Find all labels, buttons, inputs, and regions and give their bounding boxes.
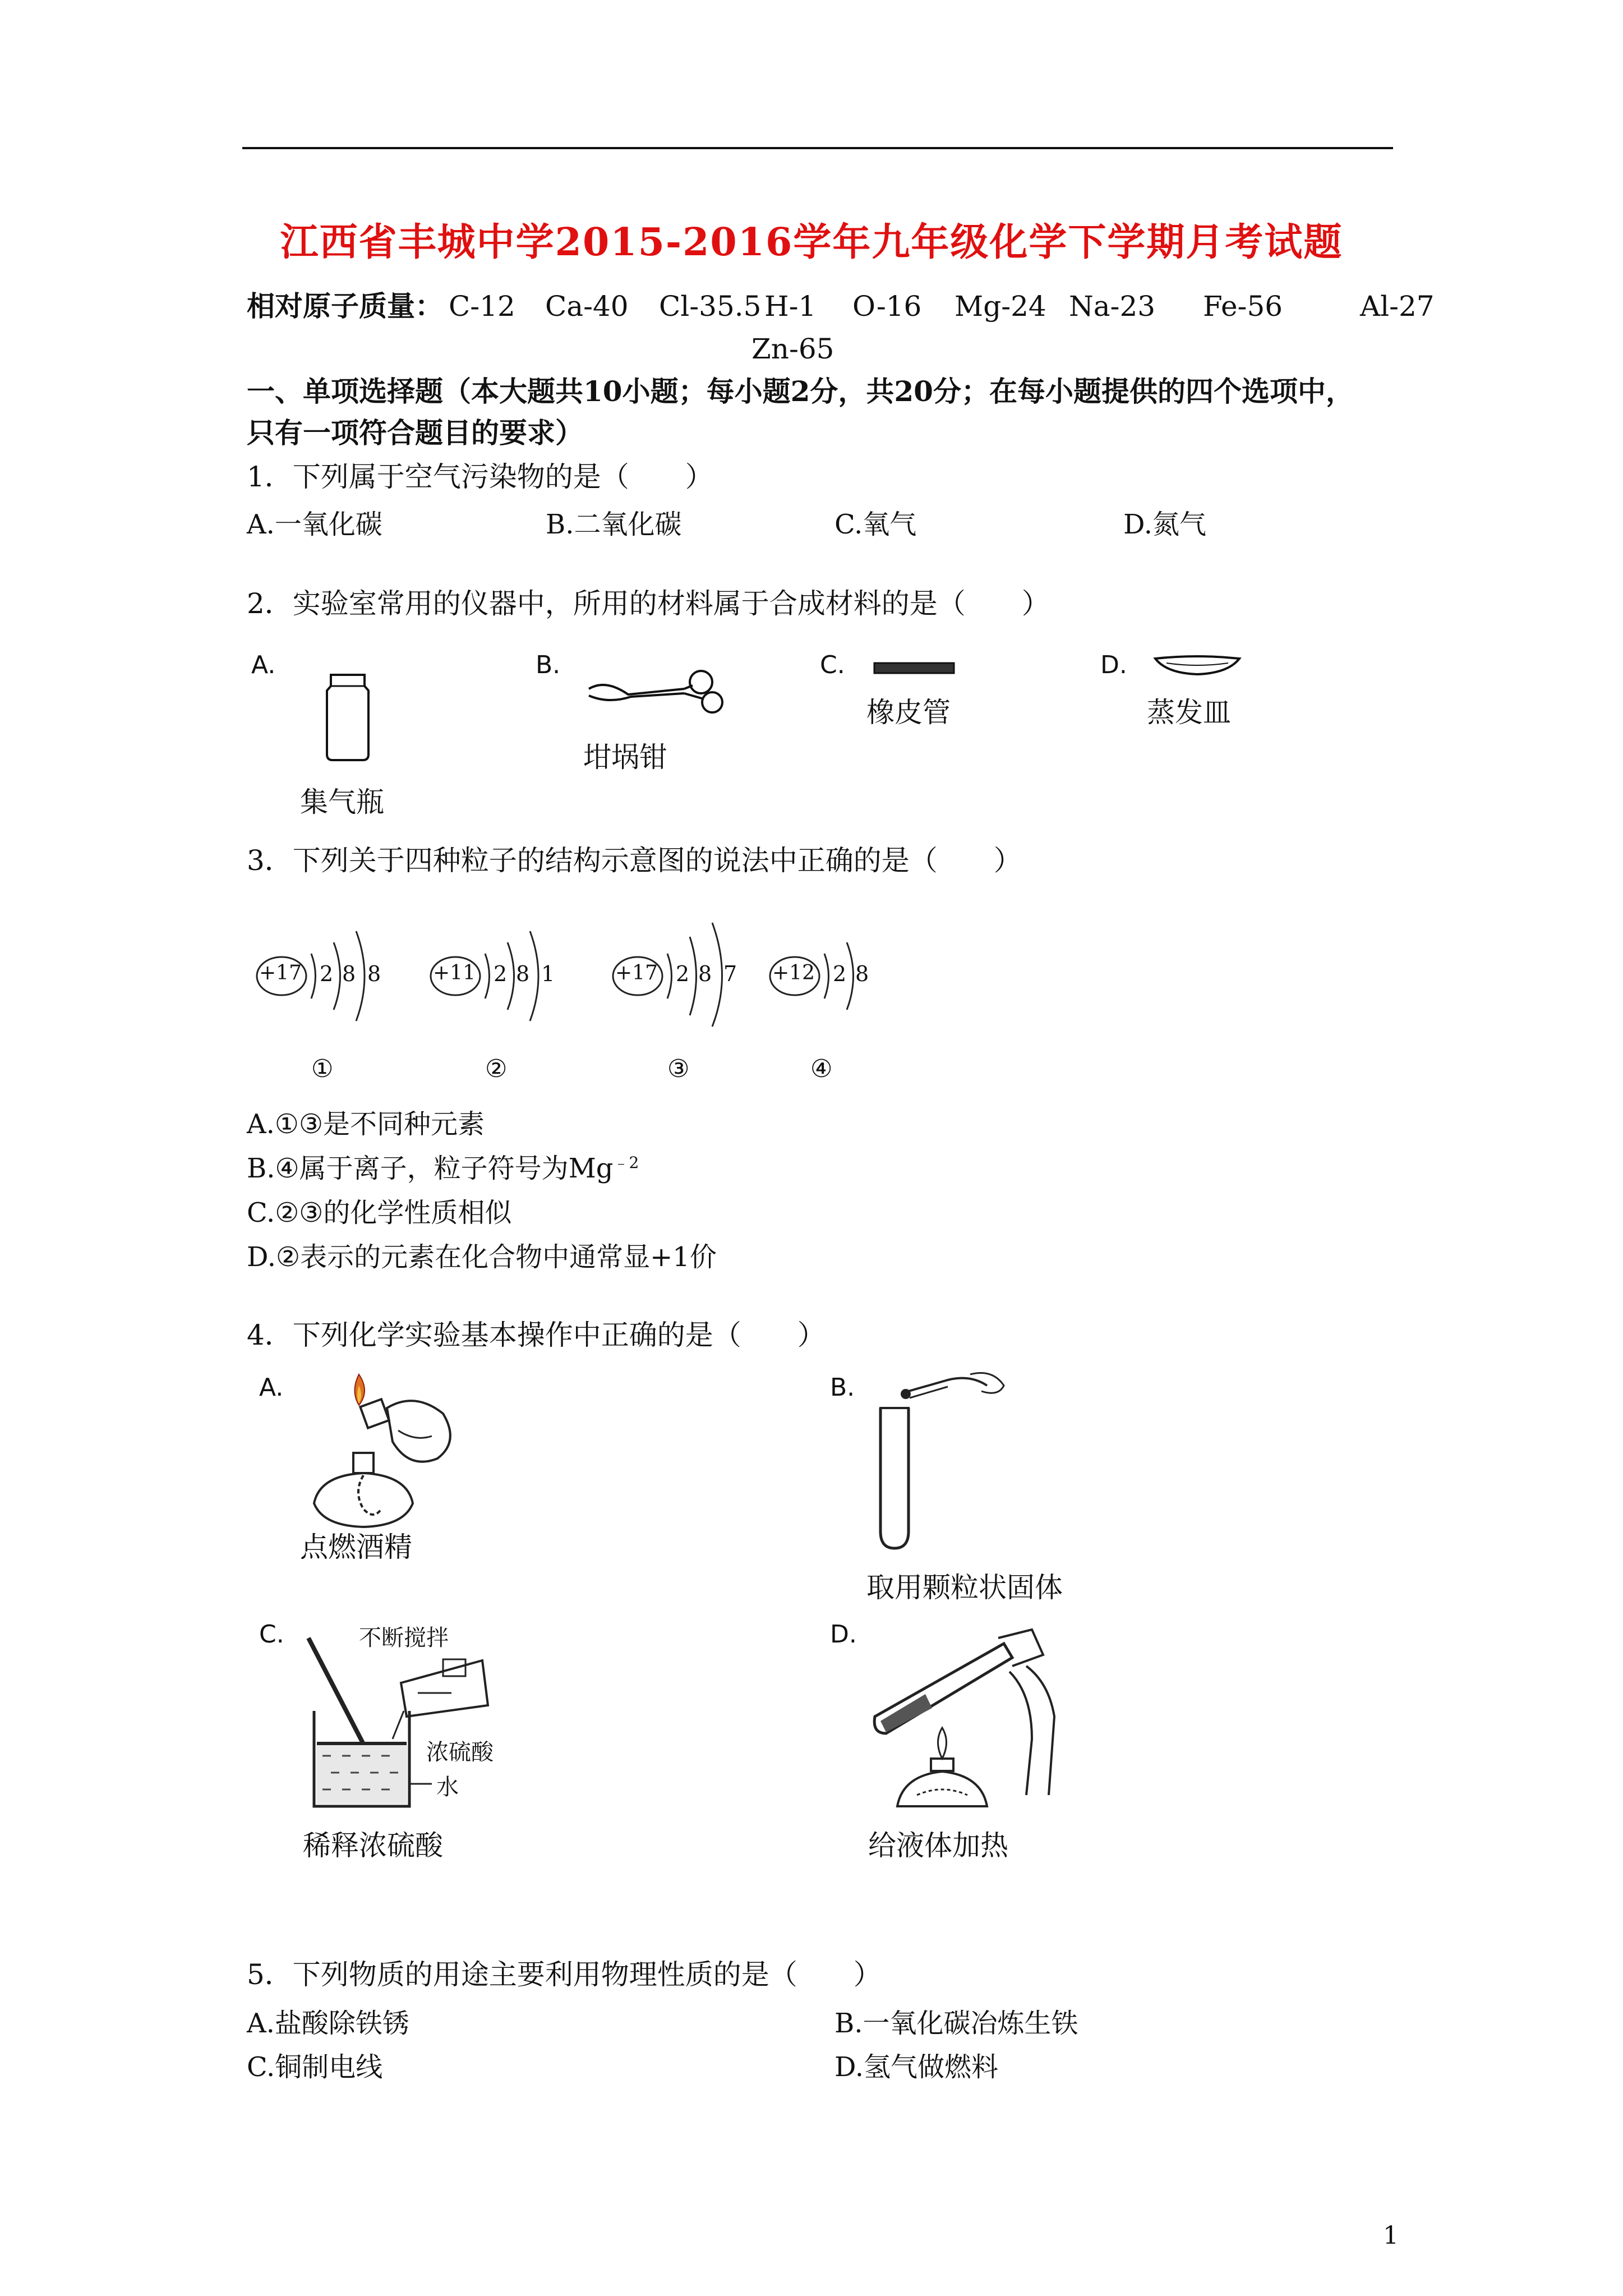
atom-1-nucleus: +17 — [259, 961, 302, 984]
atom-4-shell-2: 8 — [855, 961, 869, 986]
q2-letter-b: B. — [536, 651, 561, 679]
atom-3-shell-1: 2 — [676, 961, 690, 986]
q4-label-c: 稀释浓硫酸 — [303, 1829, 443, 1862]
heating-test-tube-icon — [864, 1627, 1066, 1812]
q4-c-annotation-stir: 不断搅拌 — [359, 1625, 449, 1651]
q5-option-a: A.盐酸除铁锈 — [247, 2008, 409, 2039]
q5-option-c: C.铜制电线 — [247, 2051, 383, 2083]
atomic-mass-item: Mg-24 — [955, 290, 1046, 323]
q4-c-annotation-water: 水 — [436, 1774, 459, 1800]
atom-2-shell-3: 1 — [541, 961, 555, 986]
atomic-mass-item: H-1 — [764, 290, 817, 323]
q1-option-c: C.氧气 — [834, 509, 917, 540]
atom-1-shell-3: 8 — [367, 961, 381, 986]
atom-3-shell-3: 7 — [723, 961, 737, 986]
atom-2-shell-1: 2 — [494, 961, 508, 986]
atom-4-mark: ④ — [810, 1055, 833, 1083]
atom-1-shell-2: 8 — [342, 961, 356, 986]
q3-option-d: D.②表示的元素在化合物中通常显+1价 — [247, 1241, 717, 1273]
atomic-mass-item: Zn-65 — [751, 333, 834, 365]
section-heading: 一、单项选择题（本大题共10小题；每小题2分，共20分；在每小题提供的四个选项中， — [247, 375, 1354, 408]
atomic-mass-item: Ca-40 — [545, 290, 629, 323]
atomic-mass-label: 相对原子质量： — [247, 289, 443, 323]
q3-option-c: C.②③的化学性质相似 — [247, 1197, 512, 1228]
q4-letter-a: A. — [259, 1373, 284, 1402]
atom-3-mark: ③ — [667, 1055, 690, 1083]
atom-2-nucleus: +11 — [433, 961, 476, 984]
alcohol-lamp-icon — [297, 1369, 465, 1537]
question-5-stem: 5．下列物质的用途主要利用物理性质的是（ ） — [247, 1958, 882, 1991]
atomic-mass-item: Al-27 — [1360, 290, 1435, 323]
section-heading-cont: 只有一项符合题目的要求） — [247, 416, 583, 449]
crucible-tongs-icon — [583, 662, 751, 718]
atomic-mass-item: Na-23 — [1069, 290, 1156, 323]
gas-jar-icon — [306, 670, 390, 766]
q4-label-b: 取用颗粒状固体 — [866, 1571, 1063, 1604]
q3-option-b: B.④属于离子，粒子符号为$Mg^{﹣2}$ — [247, 1153, 639, 1184]
atomic-mass-item: Cl-35.5 — [659, 290, 762, 323]
atom-2-mark: ② — [485, 1055, 508, 1083]
q5-option-d: D.氢气做燃料 — [834, 2051, 999, 2083]
q2-label-b: 坩埚钳 — [583, 741, 667, 774]
q2-letter-d: D. — [1100, 651, 1127, 679]
page-title: 江西省丰城中学2015-2016学年九年级化学下学期月考试题 — [280, 220, 1343, 265]
question-1-stem: 1．下列属于空气污染物的是（ ） — [247, 461, 713, 493]
q2-label-a: 集气瓶 — [300, 786, 384, 818]
q4-label-a: 点燃酒精 — [300, 1531, 412, 1563]
atomic-mass-item: O-16 — [852, 290, 922, 323]
q4-letter-c: C. — [259, 1620, 284, 1649]
q4-letter-d: D. — [830, 1620, 857, 1649]
page-number: 1 — [1383, 2221, 1399, 2250]
q1-option-d: D.氮气 — [1123, 509, 1207, 540]
evaporating-dish-icon — [1150, 651, 1245, 679]
q1-option-b: B.二氧化碳 — [546, 509, 682, 540]
question-3-stem: 3．下列关于四种粒子的结构示意图的说法中正确的是（ ） — [247, 844, 1022, 877]
q2-label-d: 蒸发皿 — [1147, 696, 1231, 729]
atom-2-shell-2: 8 — [516, 961, 530, 986]
q1-option-a: A.一氧化碳 — [247, 509, 382, 540]
q4-label-d: 给液体加热 — [868, 1829, 1008, 1862]
atom-3-shell-2: 8 — [698, 961, 712, 986]
q2-letter-c: C. — [820, 651, 845, 679]
test-tube-solid-icon — [864, 1363, 1009, 1554]
q2-label-c: 橡皮管 — [866, 696, 951, 729]
question-2-stem: 2．实验室常用的仪器中，所用的材料属于合成材料的是（ ） — [247, 587, 1050, 620]
atom-4-shell-1: 2 — [833, 961, 847, 986]
question-4-stem: 4．下列化学实验基本操作中正确的是（ ） — [247, 1319, 826, 1351]
q2-letter-a: A. — [251, 651, 276, 679]
atom-1-mark: ① — [311, 1055, 334, 1083]
q4-letter-b: B. — [830, 1373, 855, 1402]
atomic-mass-item: Fe-56 — [1203, 290, 1283, 323]
q3-option-a: A.①③是不同种元素 — [247, 1108, 485, 1140]
q5-option-b: B.一氧化碳冶炼生铁 — [834, 2008, 1078, 2039]
q3-option-b-superscript: ﹣2 — [613, 1153, 639, 1172]
header-rule — [242, 147, 1393, 149]
atom-4-nucleus: +12 — [772, 961, 815, 984]
atom-1-shell-1: 2 — [320, 961, 334, 986]
q4-c-annotation-acid: 浓硫酸 — [426, 1740, 494, 1765]
rubber-tube-icon — [872, 657, 956, 680]
dilution-beaker-icon — [297, 1627, 533, 1818]
atom-3-nucleus: +17 — [615, 961, 658, 984]
atomic-mass-item: C-12 — [449, 290, 515, 323]
